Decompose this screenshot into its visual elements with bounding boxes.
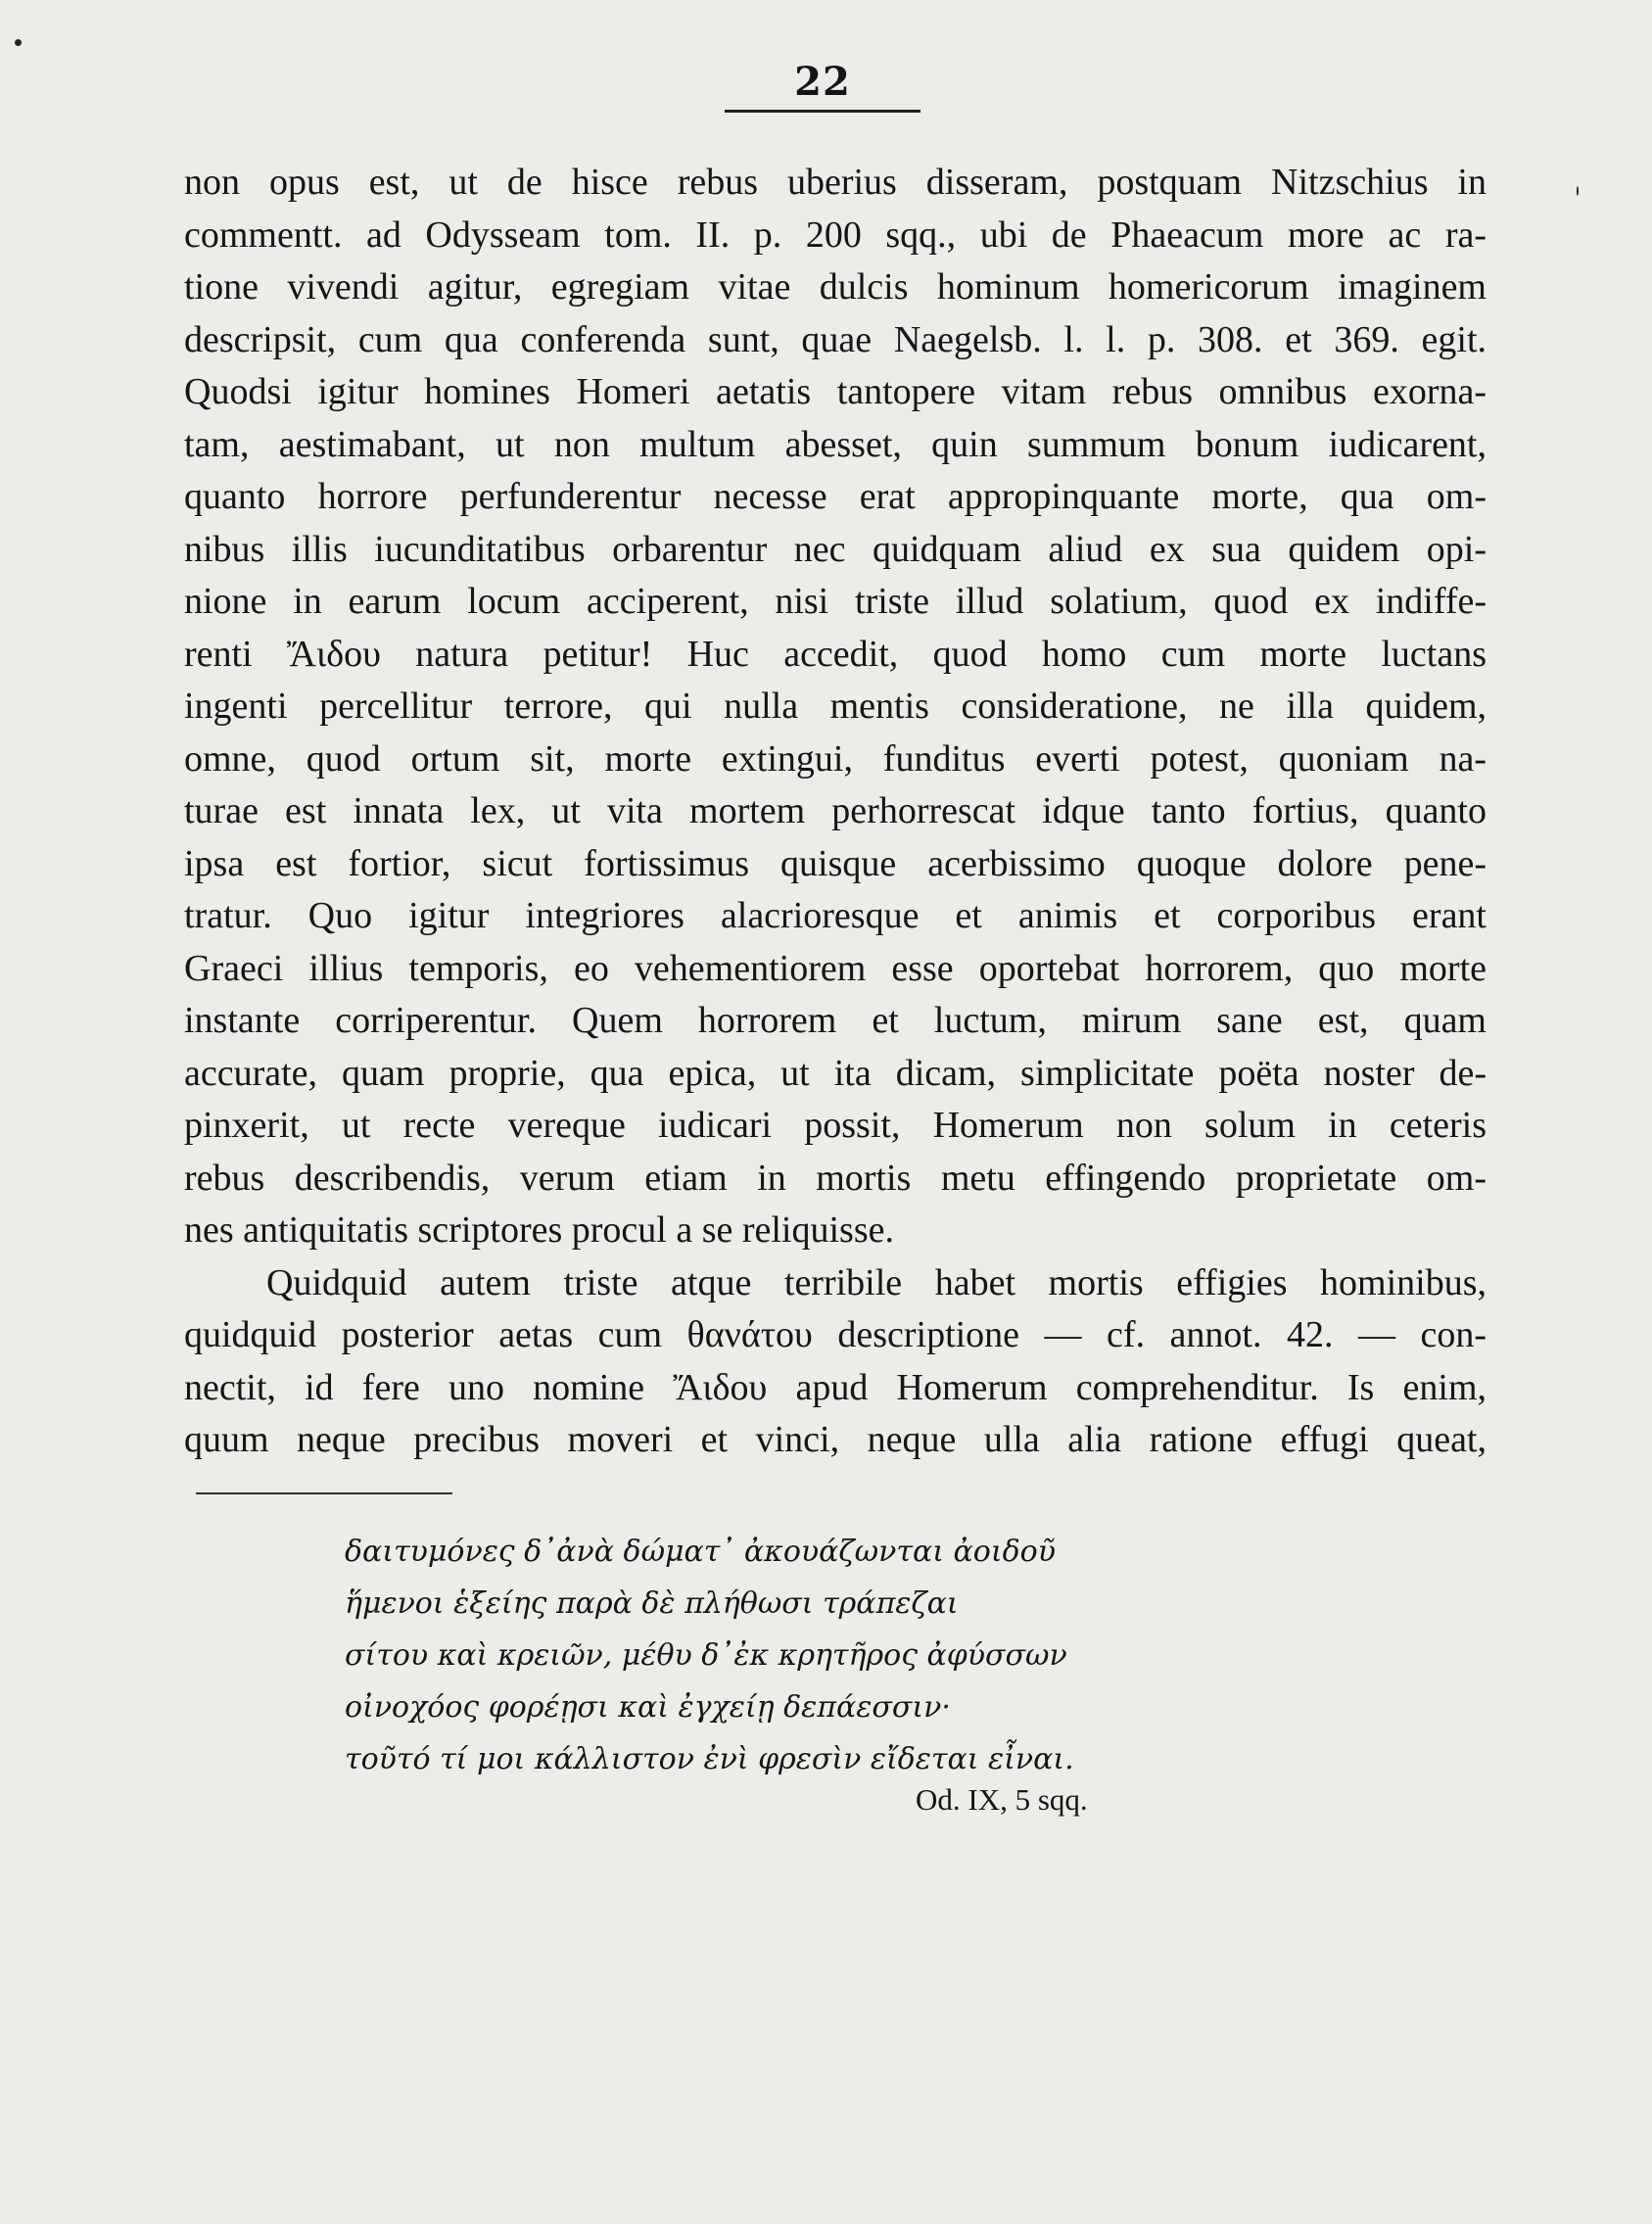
text-line: renti Ἄιδου natura petitur! Huc accedit, quod homo cum morte luctans (184, 633, 1487, 675)
ink-speck (15, 39, 22, 46)
text-line: quanto horrore perfunderentur necesse erat appropinquante morte, qua om- (184, 476, 1487, 517)
text-line: descripsit, cum qua conferenda sunt, quae Naegelsb. l. l. p. 308. et 369. egit. (184, 318, 1487, 360)
page-number: 22 (794, 59, 851, 105)
text-line: accurate, quam proprie, qua epica, ut ita dicam, simplicitate poëta noster de- (184, 1052, 1487, 1094)
verse-line: οἰνοχόος φορέῃσι καὶ ἐγχείῃ δεπάεσσιν· (345, 1690, 951, 1725)
text-line: pinxerit, ut recte vereque iudicari possit, Homerum non solum in ceteris (184, 1105, 1487, 1146)
header-rule (725, 110, 920, 113)
text-line: nibus illis iucunditatibus orbarentur nec quidquam aliud ex sua quidem opi- (184, 528, 1487, 570)
text-line: non opus est, ut de hisce rebus uberius disseram, postquam Nitzschius in (184, 162, 1487, 203)
text-line: ipsa est fortior, sicut fortissimus quisque acerbissimo quoque dolore pene- (184, 842, 1487, 884)
verse-line: δαιτυμόνες δ᾽ἀνὰ δώματ᾽ ἀκουάζωνται ἀοιδοῦ (345, 1535, 1056, 1569)
text-line: omne, quod ortum sit, morte extingui, funditus everti potest, quoniam na- (184, 737, 1487, 780)
footnote-verse (345, 1526, 1324, 1785)
verse-line: τοῦτό τί μοι κάλλιστον ἐνὶ φρεσὶν εἴδεται εἶναι. (345, 1742, 1074, 1776)
verse-line: ἥμενοι ἑξείης παρὰ δὲ πλήθωσι τράπεζαι (345, 1586, 959, 1621)
text-line: commentt. ad Odysseam tom. II. p. 200 sqq., ubi de Phaeacum more ac ra- (184, 213, 1487, 256)
footnote-divider (196, 1492, 452, 1494)
text-line: instante corriperentur. Quem horrorem et luctum, mirum sane est, quam (184, 1000, 1487, 1041)
text-line: tione vivendi agitur, egregiam vitae dulcis hominum homericorum imaginem (184, 266, 1487, 308)
text-line: quidquid posterior aetas cum θανάτου descriptione — cf. annot. 42. — con- (184, 1314, 1487, 1355)
text-line: Quodsi igitur homines Homeri aetatis tantopere vitam rebus omnibus exorna- (184, 371, 1487, 412)
text-line: turae est innata lex, ut vita mortem perhorrescat idque tanto fortius, quanto (184, 790, 1487, 831)
text-line: nectit, id fere uno nomine Ἄιδου apud Homerum comprehenditur. Is enim, (184, 1366, 1487, 1408)
paragraph-first-line: Quidquid autem triste atque terribile habet mortis effigies hominibus, (266, 1261, 1487, 1303)
main-text (184, 157, 1487, 1467)
ink-speck (1577, 186, 1579, 196)
text-line: ingenti percellitur terrore, qui nulla mentis consideratione, ne illa quidem, (184, 686, 1487, 727)
text-line: Graeci illius temporis, eo vehementiorem esse oportebat horrorem, quo morte (184, 947, 1487, 989)
text-line: nione in earum locum acciperent, nisi triste illud solatium, quod ex indiffe- (184, 581, 1487, 622)
page-header (725, 59, 920, 106)
text-line: tam, aestimabant, ut non multum abesset, quin summum bonum iudicarent, (184, 423, 1487, 465)
text-line: quum neque precibus moveri et vinci, neque ulla alia ratione effugi queat, (184, 1419, 1487, 1460)
text-line: tratur. Quo igitur integriores alacrioresque et animis et corporibus erant (184, 895, 1487, 936)
paragraph-last-line: nes antiquitatis scriptores procul a se reliquisse. (184, 1209, 894, 1251)
verse-line: σίτου καὶ κρειῶν, μέθυ δ᾽ἐκ κρητῆρος ἀφύσσων (345, 1638, 1067, 1673)
text-line: rebus describendis, verum etiam in mortis metu effingendo proprietate om- (184, 1157, 1487, 1199)
footnote-citation: Od. IX, 5 sqq. (916, 1782, 1088, 1817)
